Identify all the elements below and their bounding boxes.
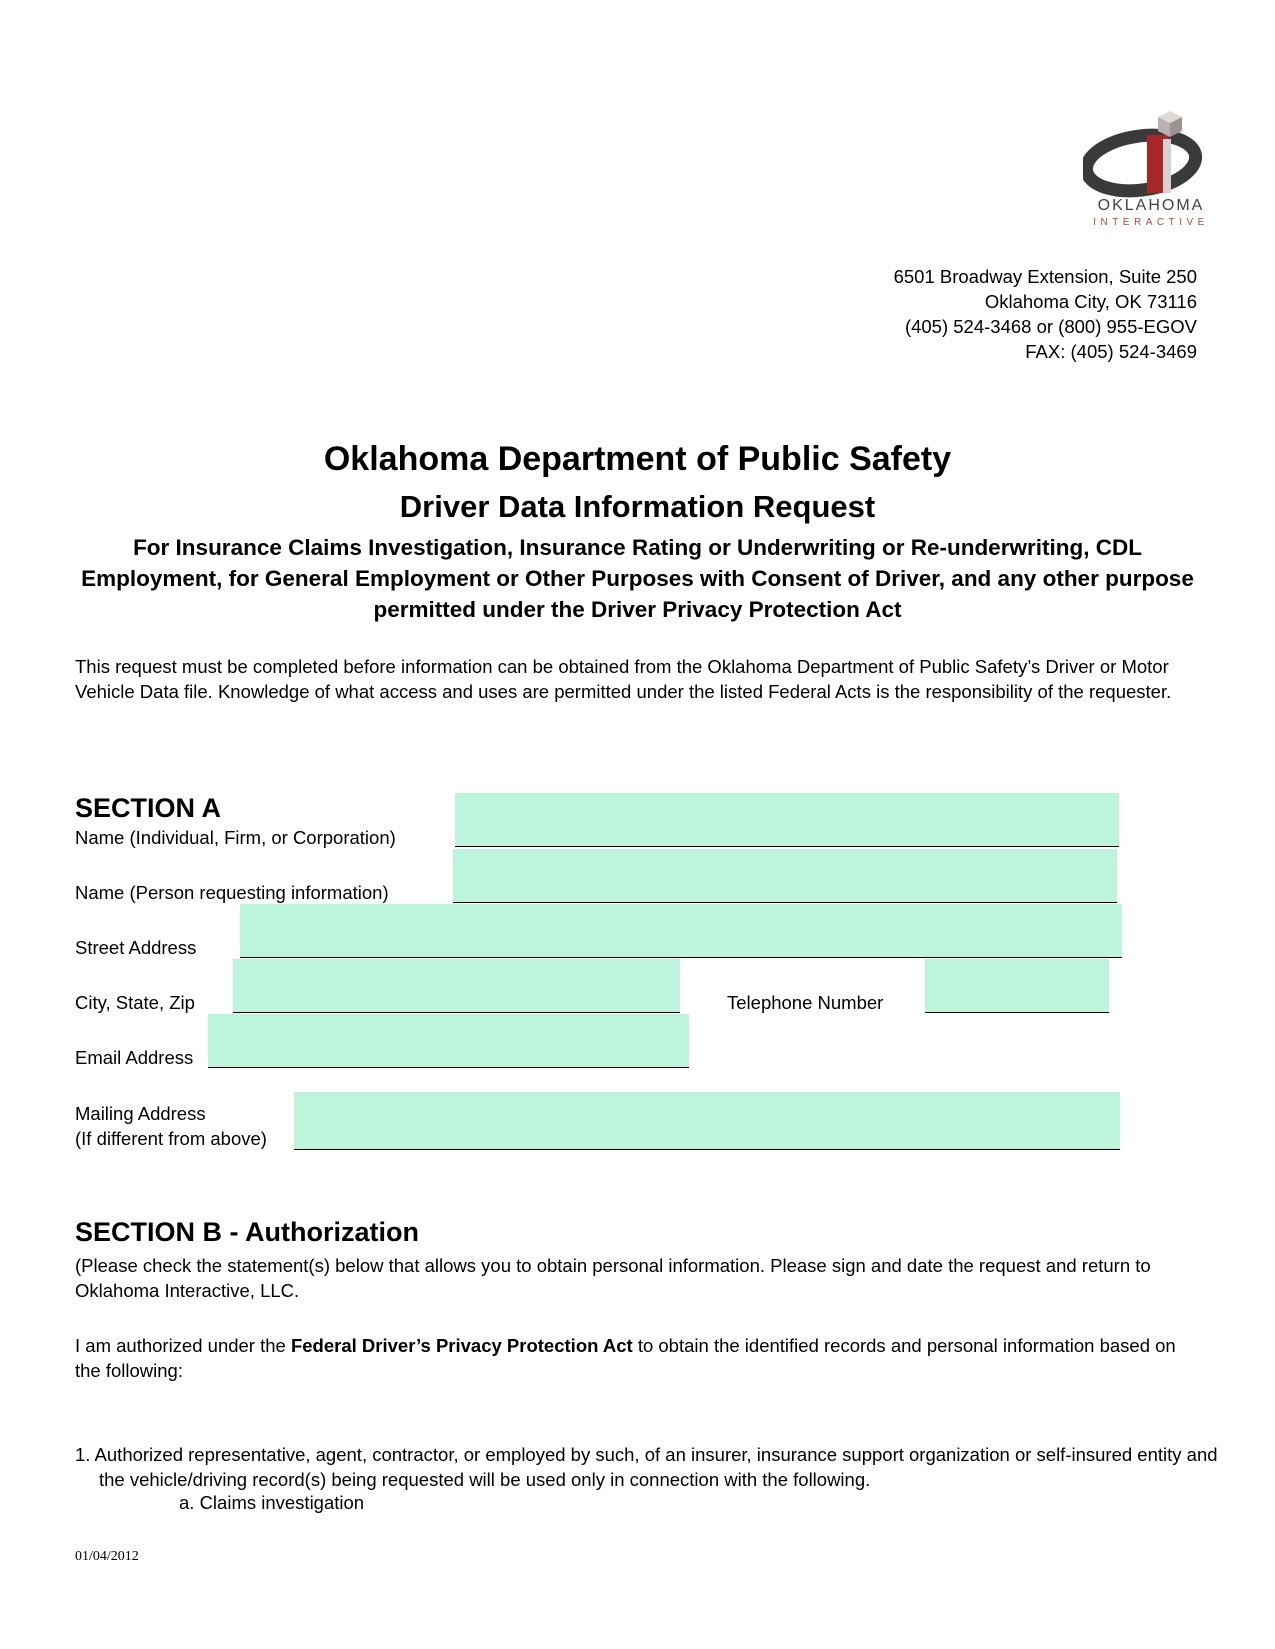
address-fax: FAX: (405) 524-3469 xyxy=(1025,341,1197,362)
footer-date: 01/04/2012 xyxy=(75,1549,139,1564)
name-person-label: Name (Person requesting information) xyxy=(75,882,389,903)
city-state-zip-label: City, State, Zip xyxy=(75,992,195,1013)
authorization-statement xyxy=(75,1333,1205,1383)
contact-address xyxy=(894,264,1197,364)
section-b-instructions: (Please check the statement(s) below that allows you to obtain personal information. Please sign and date the request and return to Oklahoma Interactive, LLC. xyxy=(75,1255,1151,1301)
document-title: Oklahoma Department of Public Safety xyxy=(323,440,952,478)
mailing-address-label-line2: (If different from above) xyxy=(75,1128,267,1149)
logo-wordmark-oklahoma: OKLAHOMA xyxy=(1097,197,1205,214)
address-phone: (405) 524-3468 or (800) 955-EGOV xyxy=(904,316,1197,337)
authorization-act-name: Federal Driver’s Privacy Protection Act xyxy=(290,1335,633,1356)
document-subtitle: Driver Data Information Request xyxy=(399,489,876,524)
section-a-heading: SECTION A xyxy=(75,793,222,823)
address-line-1: 6501 Broadway Extension, Suite 250 xyxy=(893,266,1197,287)
logo-wordmark-interactive: INTERACTIVE xyxy=(1093,217,1209,228)
telephone-field[interactable] xyxy=(925,959,1109,1013)
address-line-2: Oklahoma City, OK 73116 xyxy=(984,291,1197,312)
name-firm-label: Name (Individual, Firm, or Corporation) xyxy=(75,827,396,848)
mailing-address-label-line1: Mailing Address xyxy=(75,1103,206,1124)
city-state-zip-field[interactable] xyxy=(233,959,680,1013)
logo-mark-icon xyxy=(1083,105,1217,200)
authorization-item-1: 1. Authorized representative, agent, contractor, or employed by such, of an insurer, insurance support organization or self-insured entity and the vehicle/driving record(s) being requested will be used only in connection with the following. xyxy=(75,1444,1218,1490)
mailing-address-label xyxy=(75,1101,267,1151)
name-person-field[interactable] xyxy=(453,849,1117,903)
email-address-field[interactable] xyxy=(208,1014,689,1068)
street-address-field[interactable] xyxy=(240,904,1122,958)
name-firm-field[interactable] xyxy=(455,793,1119,847)
document-purpose: For Insurance Claims Investigation, Insurance Rating or Underwriting or Re-underwriting, CDL Employment, for General Employment or Other Purposes with Consent of Driver, and any other purpose permitted under the Driver Privacy Protection Act xyxy=(81,535,1194,622)
authorization-prefix: I am authorized under the xyxy=(75,1335,291,1356)
street-address-label: Street Address xyxy=(75,937,197,958)
authorization-suffix: to obtain the identified records and personal information based on the following: xyxy=(75,1335,1176,1381)
authorization-item-1a: a. Claims investigation xyxy=(179,1492,365,1513)
mailing-address-field[interactable] xyxy=(294,1092,1120,1150)
telephone-label: Telephone Number xyxy=(727,992,884,1013)
oklahoma-interactive-logo xyxy=(1083,105,1217,235)
intro-paragraph: This request must be completed before information can be obtained from the Oklahoma Department of Public Safety’s Driver or Motor Vehicle Data file. Knowledge of what access and uses are permitted under the listed Federal Acts is the responsibility of the requester. xyxy=(75,656,1172,702)
email-address-label: Email Address xyxy=(75,1047,194,1068)
section-b-heading: SECTION B - Authorization xyxy=(75,1217,419,1247)
